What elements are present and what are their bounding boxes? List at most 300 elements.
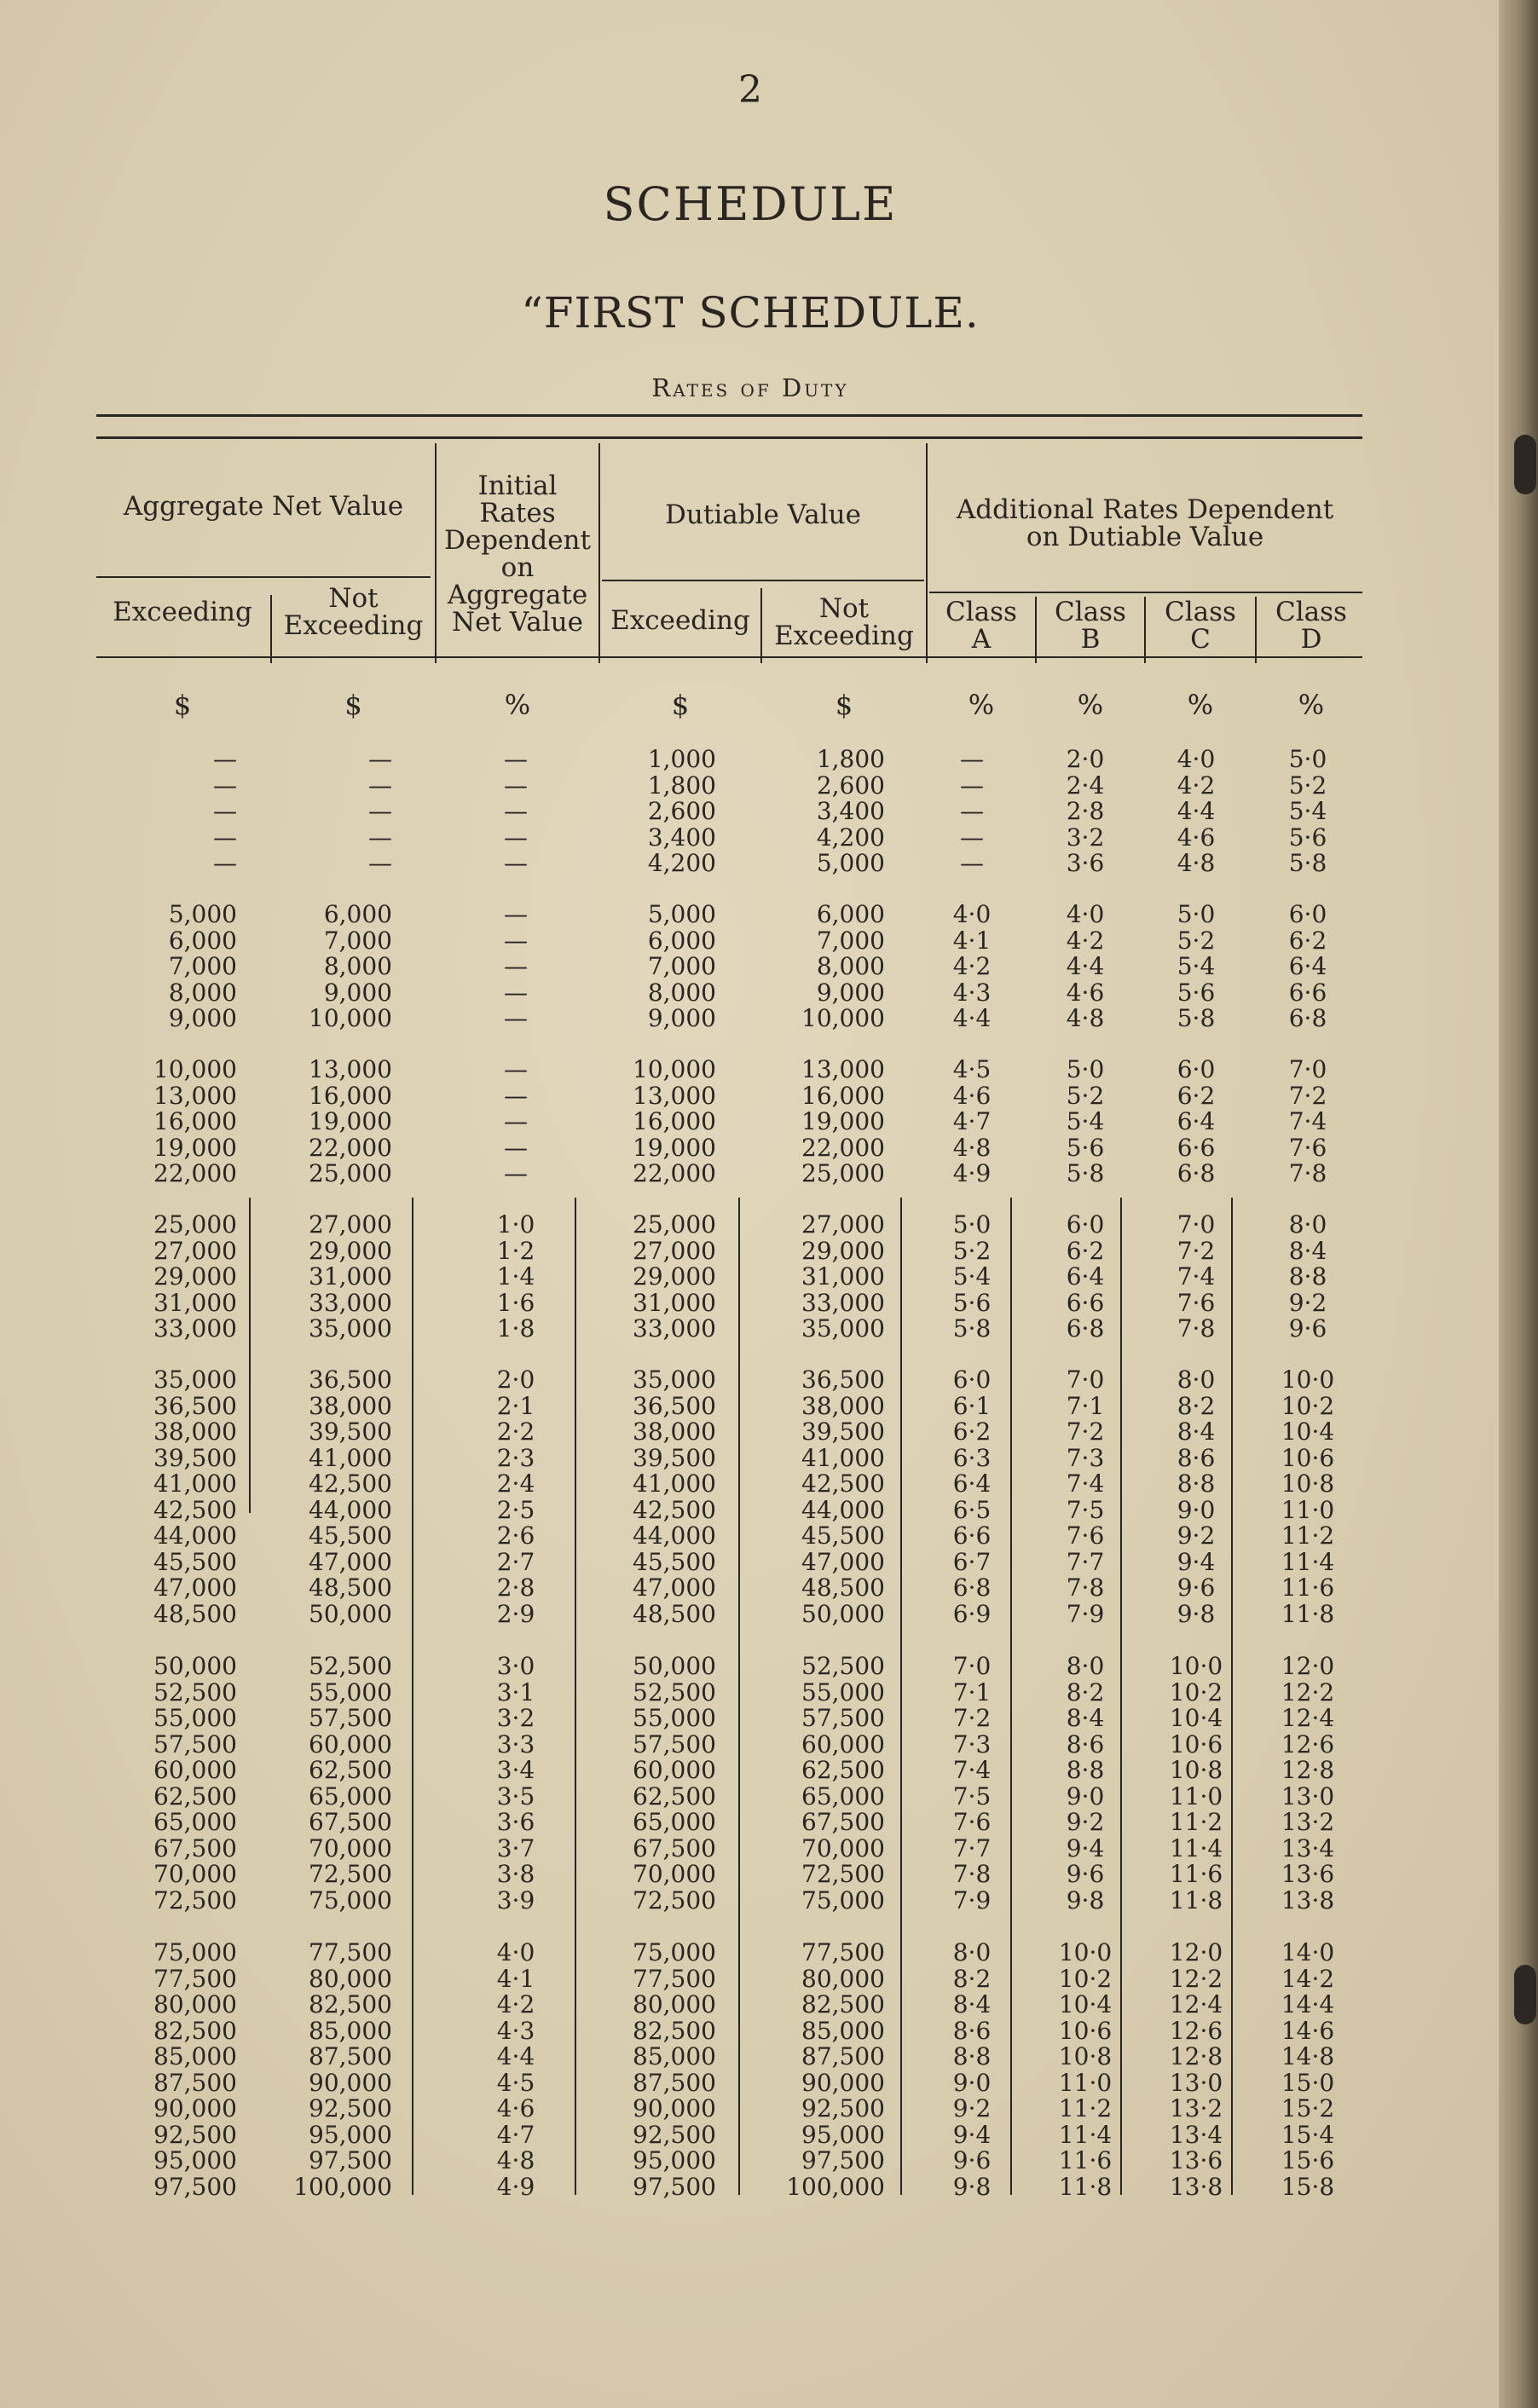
class-a-rate-cell: 8·4 [952,1990,992,2018]
aggregate-exceeding-cell: — [213,823,237,852]
aggregate-exceeding-cell: — [213,849,237,877]
class-d-rate-cell: 13·4 [1281,1833,1335,1862]
dutiable-exceeding-cell: 6,000 [647,926,716,955]
table-row [0,1654,1538,1680]
dutiable-exceeding-cell: 9,000 [647,1004,716,1032]
class-a-rate-cell: 4·8 [952,1133,992,1162]
dutiable-exceeding-cell: 75,000 [633,1938,716,1966]
table-row [0,1419,1538,1446]
class-c-rate-cell: 6·6 [1177,1133,1216,1162]
table-row [0,1680,1538,1706]
class-b-rate-cell: 11·6 [1058,2146,1113,2174]
aggregate-exceeding-cell: 22,000 [153,1159,237,1187]
aggregate-not-exceeding-cell: 42,500 [309,1470,392,1498]
class-a-rate-cell: 4·3 [952,978,992,1007]
dutiable-exceeding-cell: 29,000 [633,1262,716,1291]
table-row [0,2070,1538,2097]
class-c-rate-cell: 12·2 [1169,1964,1223,1993]
class-c-rate-cell: 13·6 [1169,2146,1223,2174]
aggregate-not-exceeding-header: Not Exceeding [283,583,424,641]
table-row [0,1758,1538,1784]
dutiable-exceeding-cell: 31,000 [633,1288,716,1317]
aggregate-exceeding-cell: 70,000 [153,1860,237,1888]
table-row [0,2096,1538,2122]
aggregate-exceeding-cell: 36,500 [153,1391,237,1420]
class-a-rate-cell: 6·1 [952,1391,992,1420]
aggregate-exceeding-cell: 72,500 [153,1885,237,1914]
initial-rate-cell: 2·1 [496,1391,535,1420]
initial-rate-cell: 1·8 [496,1314,535,1343]
dutiable-not-exceeding-cell: 55,000 [801,1678,885,1706]
class-b-rate-cell: 4·0 [1066,900,1105,928]
dutiable-not-exceeding-cell: 31,000 [801,1262,885,1291]
table-row [0,1161,1538,1187]
class-d-rate-cell: 11·0 [1281,1495,1335,1524]
dutiable-not-exceeding-cell: 95,000 [801,2120,885,2149]
initial-rate-cell: 3·8 [496,1860,535,1888]
initial-rate-cell: 4·2 [496,1990,535,2018]
dutiable-not-exceeding-cell: 3,400 [816,797,885,825]
dutiable-not-exceeding-cell: 77,500 [801,1938,885,1966]
table-row [0,2018,1538,2045]
dutiable-exceeding-cell: 55,000 [633,1704,716,1732]
class-d-rate-cell: 10·0 [1281,1366,1335,1394]
class-d-rate-cell: 11·8 [1281,1599,1335,1628]
class-b-rate-cell: 3·2 [1066,823,1105,852]
aggregate-not-exceeding-cell: 31,000 [309,1262,392,1291]
initial-rate-cell: — [504,823,528,852]
class-c-rate-cell: 9·8 [1177,1599,1216,1628]
class-a-rate-cell: 5·8 [952,1314,992,1343]
class-c-rate-cell: 5·4 [1177,952,1216,980]
binding-hole [1514,435,1536,494]
initial-rate-cell: 4·9 [496,2172,535,2201]
class-a-rate-cell: — [960,849,984,877]
class-b-rate-cell: 8·8 [1066,1756,1105,1784]
class-d-rate-cell: 15·8 [1281,2172,1335,2201]
class-c-rate-cell: 4·8 [1177,849,1216,877]
aggregate-not-exceeding-cell: 36,500 [309,1366,392,1394]
initial-rate-cell: 2·9 [496,1599,535,1628]
initial-rate-cell: 3·7 [496,1833,535,1862]
dutiable-value-header: Dutiable Value [665,500,861,530]
initial-rate-cell: 4·0 [496,1938,535,1966]
class-c-rate-cell: 8·8 [1177,1470,1216,1498]
aggregate-not-exceeding-cell: 87,500 [309,2042,392,2070]
dutiable-not-exceeding-cell: 22,000 [801,1133,885,1162]
class-a-rate-cell: 9·2 [952,2094,992,2122]
aggregate-not-exceeding-cell: — [368,797,392,825]
table-row [0,1547,1538,1576]
class-c-rate-cell: 7·2 [1177,1236,1216,1265]
row-group [0,1940,1538,2200]
aggregate-exceeding-cell: 52,500 [153,1678,237,1706]
dutiable-not-exceeding-cell: 35,000 [801,1314,885,1343]
class-d-rate-cell: 13·8 [1281,1885,1335,1914]
class-b-rate-cell: 9·6 [1066,1860,1105,1888]
initial-rate-cell: — [504,926,528,955]
row-group [0,1212,1538,1343]
initial-rate-cell: — [504,797,528,825]
class-b-rate-cell: 2·0 [1066,745,1105,773]
dutiable-exceeding-cell: 97,500 [633,2172,716,2201]
class-a-rate-cell: 7·8 [952,1860,992,1888]
aggregate-not-exceeding-cell: 55,000 [309,1678,392,1706]
dutiable-exceeding-cell: 39,500 [633,1443,716,1472]
class-b-rate-cell: 6·2 [1066,1236,1105,1265]
class-d-rate-cell: 6·6 [1288,978,1327,1007]
class-d-rate-cell: 7·4 [1288,1107,1327,1135]
initial-rate-cell: — [504,1004,528,1032]
aggregate-exceeding-cell: 10,000 [153,1055,237,1083]
row-group [0,1367,1538,1627]
aggregate-not-exceeding-cell: 38,000 [309,1391,392,1420]
class-c-rate-cell: 5·8 [1177,1004,1216,1032]
initial-rate-cell: 4·7 [496,2120,535,2149]
aggregate-exceeding-cell: 9,000 [168,1004,237,1032]
aggregate-net-value-header: Aggregate Net Value [123,491,404,522]
class-d-rate-cell: 13·0 [1281,1781,1335,1810]
class-a-rate-cell: 5·0 [952,1210,992,1239]
initial-rate-cell: 2·2 [496,1418,535,1446]
class-d-rate-cell: 11·4 [1281,1547,1335,1576]
aggregate-not-exceeding-cell: 57,500 [309,1704,392,1732]
initial-rate-cell: — [504,1159,528,1187]
class-d-rate-cell: 12·8 [1281,1756,1335,1784]
class-a-rate-cell: 9·4 [952,2120,992,2149]
table-row [0,1264,1538,1291]
aggregate-exceeding-cell: — [213,797,237,825]
class-a-rate-cell: 6·2 [952,1418,992,1446]
table-row [0,2044,1538,2070]
dutiable-exceeding-cell: 72,500 [633,1885,716,1914]
class-a-rate-cell: 4·5 [952,1055,992,1083]
aggregate-not-exceeding-cell: 65,000 [309,1781,392,1810]
class-c-rate-cell: 9·0 [1177,1495,1216,1524]
aggregate-exceeding-cell: 67,500 [153,1833,237,1862]
dutiable-exceeding-cell: 8,000 [647,978,716,1007]
class-a-rate-cell: 6·5 [952,1495,992,1524]
dutiable-not-exceeding-cell: 6,000 [816,900,885,928]
class-b-rate-cell: 9·8 [1066,1885,1105,1914]
dutiable-exceeding-cell: 67,500 [633,1833,716,1862]
class-a-rate-cell: 4·7 [952,1107,992,1135]
aggregate-exceeding-cell: 38,000 [153,1418,237,1446]
initial-rate-cell: — [504,1133,528,1162]
class-a-rate-cell: 7·3 [952,1729,992,1758]
class-d-rate-cell: 15·4 [1281,2120,1335,2149]
aggregate-exceeding-cell: 90,000 [153,2094,237,2122]
class-d-rate-cell: 15·0 [1281,2068,1335,2097]
aggregate-not-exceeding-cell: 97,500 [309,2146,392,2174]
class-c-rate-cell: 13·0 [1169,2068,1223,2097]
aggregate-exceeding-cell: 57,500 [153,1729,237,1758]
class-d-rate-cell: 6·0 [1288,900,1327,928]
class-c-rate-cell: 10·4 [1169,1704,1223,1732]
class-d-rate-cell: 5·0 [1288,745,1327,773]
class-a-rate-cell: 8·0 [952,1938,992,1966]
class-c-rate-cell: 5·0 [1177,900,1216,928]
dutiable-not-exceeding-cell: 52,500 [801,1652,885,1680]
aggregate-not-exceeding-cell: 9,000 [323,978,392,1007]
class-d-rate-cell: 8·4 [1288,1236,1327,1265]
class-c-rate-cell: 5·6 [1177,978,1216,1007]
table-row [0,1391,1538,1420]
aggregate-exceeding-cell: 5,000 [168,900,237,928]
aggregate-not-exceeding-cell: 92,500 [309,2094,392,2122]
class-d-rate-cell: 15·2 [1281,2094,1335,2122]
table-row [0,1781,1538,1810]
dutiable-exceeding-cell: 80,000 [633,1990,716,2018]
aggregate-not-exceeding-cell: — [368,771,392,800]
class-d-rate-cell: 12·4 [1281,1704,1335,1732]
dutiable-exceeding-cell: 77,500 [633,1964,716,1993]
class-c-rate-cell: 5·2 [1177,926,1216,955]
table-row [0,1706,1538,1732]
initial-rate-cell: 3·9 [496,1885,535,1914]
aggregate-exceeding-cell: 7,000 [168,952,237,980]
dutiable-exceeding-cell: 85,000 [633,2042,716,2070]
class-a-rate-cell: 4·9 [952,1159,992,1187]
dutiable-not-exceeding-cell: 70,000 [801,1833,885,1862]
class-d-header: Class D [1275,597,1347,655]
aggregate-exceeding-cell: 39,500 [153,1443,237,1472]
class-d-rate-cell: 6·8 [1288,1004,1327,1032]
class-c-rate-cell: 11·6 [1169,1860,1223,1888]
class-b-rate-cell: 11·2 [1058,2094,1113,2122]
table-row [0,1940,1538,1966]
class-a-rate-cell: 6·7 [952,1547,992,1576]
dutiable-exceeding-cell: 87,500 [633,2068,716,2097]
dutiable-not-exceeding-cell: 62,500 [801,1756,885,1784]
dutiable-not-exceeding-cell: 2,600 [816,771,885,800]
class-a-rate-cell: 7·0 [952,1652,992,1680]
table-row [0,799,1538,825]
aggregate-exceeding-cell: 25,000 [153,1210,237,1239]
class-d-rate-cell: 10·6 [1281,1443,1335,1472]
aggregate-exceeding-cell: 6,000 [168,926,237,955]
table-row [0,1495,1538,1524]
aggregate-exceeding-cell: 92,500 [153,2120,237,2149]
aggregate-exceeding-cell: 31,000 [153,1288,237,1317]
dutiable-exceeding-cell: 1,800 [647,771,716,800]
dutiable-not-exceeding-cell: 67,500 [801,1808,885,1836]
class-a-rate-cell: — [960,745,984,773]
class-d-rate-cell: 15·6 [1281,2146,1335,2174]
dutiable-exceeding-header: Exceeding [610,605,750,636]
dutiable-not-exceeding-cell: 85,000 [801,2016,885,2045]
class-d-rate-cell: 6·2 [1288,926,1327,955]
initial-rate-cell: 1·6 [496,1288,535,1317]
class-b-rate-cell: 6·8 [1066,1314,1105,1343]
dutiable-exceeding-cell: 47,000 [633,1574,716,1602]
class-c-rate-cell: 9·2 [1177,1522,1216,1550]
unit-label: $ [835,689,853,721]
table-caption: Rates of Duty [651,373,849,402]
class-d-rate-cell: 13·2 [1281,1808,1335,1836]
aggregate-exceeding-cell: 80,000 [153,1990,237,2018]
dutiable-exceeding-cell: 7,000 [647,952,716,980]
class-a-rate-cell: 9·6 [952,2146,992,2174]
class-b-rate-cell: 3·6 [1066,849,1105,877]
dutiable-exceeding-cell: 27,000 [633,1236,716,1265]
class-b-rate-cell: 7·7 [1066,1547,1105,1576]
class-a-rate-cell: 7·2 [952,1704,992,1732]
aggregate-exceeding-cell: 77,500 [153,1964,237,1993]
class-d-rate-cell: 10·8 [1281,1470,1335,1498]
class-a-rate-cell: — [960,771,984,800]
class-a-rate-cell: 4·6 [952,1081,992,1110]
class-c-rate-cell: 11·0 [1169,1781,1223,1810]
aggregate-not-exceeding-cell: 90,000 [309,2068,392,2097]
aggregate-not-exceeding-cell: 70,000 [309,1833,392,1862]
aggregate-not-exceeding-cell: 52,500 [309,1652,392,1680]
row-group [0,1654,1538,1914]
aggregate-exceeding-cell: — [213,771,237,800]
unit-label: % [1187,689,1214,721]
unit-label: $ [671,689,690,721]
aggregate-not-exceeding-cell: 39,500 [309,1418,392,1446]
class-d-rate-cell: 5·8 [1288,849,1327,877]
aggregate-exceeding-cell: 65,000 [153,1808,237,1836]
class-b-rate-cell: 4·2 [1066,926,1105,955]
initial-rate-cell: 3·2 [496,1704,535,1732]
class-a-rate-cell: 6·0 [952,1366,992,1394]
table-row [0,1212,1538,1239]
aggregate-exceeding-cell: 60,000 [153,1756,237,1784]
dutiable-exceeding-cell: 22,000 [633,1159,716,1187]
aggregate-exceeding-cell: 97,500 [153,2172,237,2201]
dutiable-not-exceeding-cell: 16,000 [801,1081,885,1110]
table-top-rule [96,436,1362,439]
aggregate-exceeding-cell: 48,500 [153,1599,237,1628]
dutiable-not-exceeding-cell: 97,500 [801,2146,885,2174]
table-row [0,1006,1538,1032]
table-row [0,1523,1538,1550]
class-a-rate-cell: 4·4 [952,1004,992,1032]
class-d-rate-cell: 14·0 [1281,1938,1335,1966]
dutiable-exceeding-cell: 48,500 [633,1599,716,1628]
class-d-rate-cell: 5·6 [1288,823,1327,852]
table-row [0,902,1538,928]
dutiable-not-exceeding-cell: 41,000 [801,1443,885,1472]
aggregate-not-exceeding-cell: 72,500 [309,1860,392,1888]
dutiable-not-exceeding-cell: 36,500 [801,1366,885,1394]
aggregate-exceeding-cell: 75,000 [153,1938,237,1966]
dutiable-exceeding-cell: 10,000 [633,1055,716,1083]
initial-rate-cell: — [504,900,528,928]
table-row [0,2122,1538,2149]
class-d-rate-cell: 10·2 [1281,1391,1335,1420]
class-c-rate-cell: 13·8 [1169,2172,1223,2201]
class-d-rate-cell: 14·6 [1281,2016,1335,2045]
class-d-rate-cell: 11·2 [1281,1522,1335,1550]
class-a-rate-cell: 5·6 [952,1288,992,1317]
table-row [0,1316,1538,1343]
class-a-rate-cell: 7·9 [952,1885,992,1914]
aggregate-not-exceeding-cell: — [368,849,392,877]
class-d-rate-cell: 7·8 [1288,1159,1327,1187]
aggregate-not-exceeding-cell: 8,000 [323,952,392,980]
table-row [0,1599,1538,1628]
row-group [0,1057,1538,1187]
aggregate-exceeding-cell: 42,500 [153,1495,237,1524]
table-row [0,1862,1538,1888]
table-row [0,747,1538,773]
class-c-rate-cell: 4·2 [1177,771,1216,800]
dutiable-not-exceeding-cell: 87,500 [801,2042,885,2070]
aggregate-exceeding-cell: 85,000 [153,2042,237,2070]
class-b-rate-cell: 8·6 [1066,1729,1105,1758]
initial-rate-cell: — [504,1081,528,1110]
unit-label: % [968,689,995,721]
aggregate-not-exceeding-cell: 77,500 [309,1938,392,1966]
dutiable-not-exceeding-cell: 42,500 [801,1470,885,1498]
initial-rate-cell: 3·3 [496,1729,535,1758]
dutiable-exceeding-cell: 62,500 [633,1781,716,1810]
dutiable-exceeding-cell: 19,000 [633,1133,716,1162]
class-a-rate-cell: 4·1 [952,926,992,955]
dutiable-exceeding-cell: 38,000 [633,1418,716,1446]
class-a-rate-cell: 9·0 [952,2068,992,2097]
aggregate-exceeding-cell: 95,000 [153,2146,237,2174]
unit-label: $ [173,689,192,721]
initial-rate-cell: — [504,978,528,1007]
dutiable-not-exceeding-cell: 44,000 [801,1495,885,1524]
table-row [0,1992,1538,2018]
header-rule [929,592,1362,593]
header-rule [602,580,924,581]
class-a-rate-cell: 6·8 [952,1574,992,1602]
initial-rate-cell: 2·0 [496,1366,535,1394]
class-c-rate-cell: 6·4 [1177,1107,1216,1135]
table-row [0,1833,1538,1862]
aggregate-exceeding-cell: 29,000 [153,1262,237,1291]
dutiable-exceeding-cell: 60,000 [633,1756,716,1784]
class-b-rate-cell: 5·4 [1066,1107,1105,1135]
aggregate-not-exceeding-cell: 95,000 [309,2120,392,2149]
table-row [0,2148,1538,2174]
class-a-rate-cell: 7·7 [952,1833,992,1862]
table-row [0,825,1538,852]
table-row [0,980,1538,1007]
dutiable-not-exceeding-cell: 13,000 [801,1055,885,1083]
class-c-rate-cell: 6·0 [1177,1055,1216,1083]
unit-label: $ [344,689,362,721]
dutiable-not-exceeding-cell: 100,000 [786,2172,885,2201]
dutiable-exceeding-cell: 36,500 [633,1391,716,1420]
dutiable-not-exceeding-cell: 82,500 [801,1990,885,2018]
dutiable-exceeding-cell: 65,000 [633,1808,716,1836]
class-b-rate-cell: 10·6 [1058,2016,1113,2045]
dutiable-not-exceeding-cell: 75,000 [801,1885,885,1914]
initial-rate-cell: 4·5 [496,2068,535,2097]
class-b-rate-cell: 8·2 [1066,1678,1105,1706]
aggregate-not-exceeding-cell: 50,000 [309,1599,392,1628]
class-b-rate-cell: 10·4 [1058,1990,1113,2018]
aggregate-not-exceeding-cell: 6,000 [323,900,392,928]
aggregate-not-exceeding-cell: 48,500 [309,1574,392,1602]
table-row [0,1083,1538,1110]
aggregate-exceeding-cell: 50,000 [153,1652,237,1680]
class-c-rate-cell: 7·8 [1177,1314,1216,1343]
initial-rate-cell: 2·8 [496,1574,535,1602]
aggregate-exceeding-cell: 62,500 [153,1781,237,1810]
aggregate-exceeding-cell: 47,000 [153,1574,237,1602]
dutiable-not-exceeding-cell: 72,500 [801,1860,885,1888]
table-row [0,1236,1538,1265]
class-d-rate-cell: 8·8 [1288,1262,1327,1291]
